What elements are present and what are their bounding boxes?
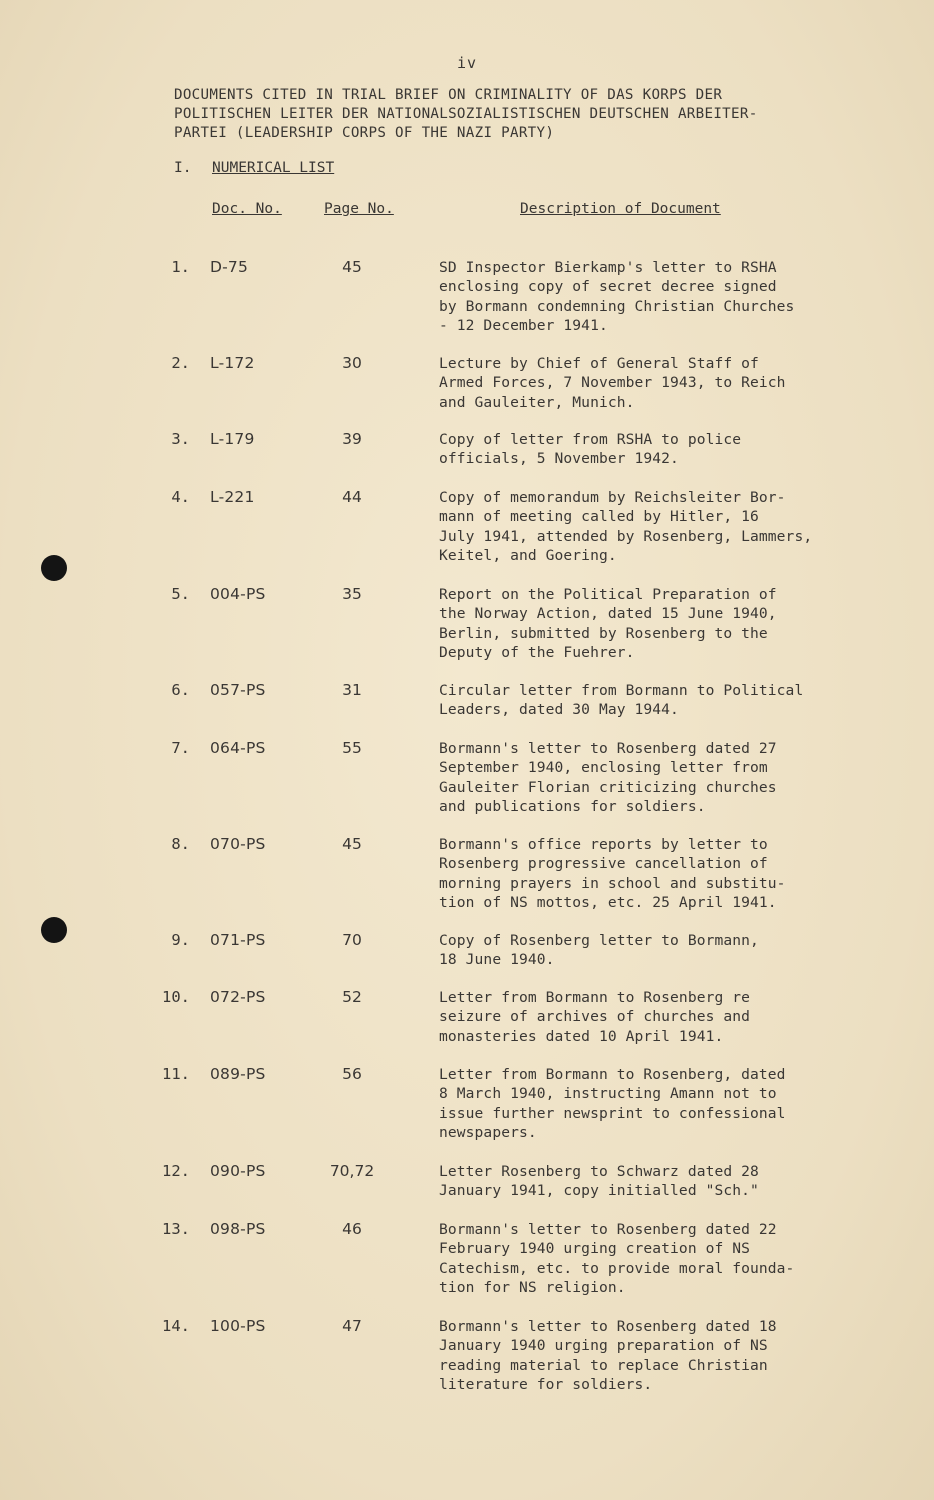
document-description: Bormann's letter to Rosenberg dated 22 February 1940 urging creation of NS Catechism, etc. to provide moral founda- tion for NS religion. [439,1221,795,1297]
entry-index: 12. [162,1162,190,1180]
section-numeral: I. [174,160,192,176]
entry-index: 14. [162,1317,190,1335]
page-number-cell: 44 [342,488,362,506]
page-number-cell: 46 [342,1220,362,1238]
page-number-cell: 45 [342,835,362,853]
entry-index: 5. [171,585,190,603]
page-number: iv [456,54,478,72]
document-description: SD Inspector Bierkamp's letter to RSHA enclosing copy of secret decree signed by Bormann condemning Christian Churches - 12 December 1941. [439,259,795,335]
doc-number: 089-PS [210,1065,266,1083]
document-description: Bormann's letter to Rosenberg dated 18 January 1940 urging preparation of NS reading material to replace Christian literature for soldiers. [439,1318,777,1394]
doc-number: 072-PS [210,988,266,1006]
doc-number: L-179 [210,430,255,448]
document-description: Letter from Bormann to Rosenberg, dated 8 March 1940, instructing Amann not to issue further newsprint to confessional newspapers. [439,1066,786,1142]
entry-index: 2. [171,354,190,372]
entry-index: 11. [162,1065,190,1083]
entry-index: 1. [171,258,190,276]
document-description: Letter Rosenberg to Schwarz dated 28 January 1941, copy initialled "Sch." [439,1163,759,1200]
doc-number: 100-PS [210,1317,266,1335]
page-number-cell: 56 [342,1065,362,1083]
heading-line: POLITISCHEN LEITER DER NATIONALSOZIALISTISCHEN DEUTSCHEN ARBEITER- [174,106,758,122]
entry-index: 10. [162,988,190,1006]
doc-number: 071-PS [210,931,266,949]
document-description: Copy of memorandum by Reichsleiter Bor- mann of meeting called by Hitler, 16 July 1941, attended by Rosenberg, Lammers, Keitel, and Goering. [439,489,813,565]
doc-number: D-75 [210,258,249,276]
doc-number: 064-PS [210,739,266,757]
entry-index: 8. [171,835,190,853]
punch-hole-upper [41,555,67,581]
entry-index: 3. [171,430,190,448]
punch-hole-lower [41,917,67,943]
page-number-cell: 52 [342,988,362,1006]
doc-number: 098-PS [210,1220,266,1238]
entry-index: 7. [171,739,190,757]
section-title [174,160,334,176]
column-header-description: Description of Document [520,201,721,217]
document-description: Lecture by Chief of General Staff of Armed Forces, 7 November 1943, to Reich and Gauleiter, Munich. [439,355,786,411]
entry-index: 13. [162,1220,190,1238]
doc-number: 090-PS [210,1162,266,1180]
document-description: Circular letter from Bormann to Political Leaders, dated 30 May 1944. [439,682,804,719]
document-heading [174,86,834,143]
heading-line: DOCUMENTS CITED IN TRIAL BRIEF ON CRIMINALITY OF DAS KORPS DER [174,87,723,103]
document-description: Bormann's letter to Rosenberg dated 27 September 1940, enclosing letter from Gauleiter Florian criticizing churches and publications for soldiers. [439,740,777,816]
section-label: NUMERICAL LIST [212,160,335,176]
page-number-cell: 35 [342,585,362,603]
page-number-cell: 31 [342,681,362,699]
document-description: Report on the Political Preparation of the Norway Action, dated 15 June 1940, Berlin, submitted by Rosenberg to the Deputy of the Fuehrer. [439,586,777,662]
entry-index: 9. [171,931,190,949]
entry-index: 6. [171,681,190,699]
column-header-page-no: Page No. [324,201,394,217]
page-number-cell: 70 [342,931,362,949]
heading-line: PARTEI (LEADERSHIP CORPS OF THE NAZI PARTY) [174,125,555,141]
doc-number: 057-PS [210,681,266,699]
page-number-cell: 30 [342,354,362,372]
document-description: Copy of letter from RSHA to police officials, 5 November 1942. [439,431,742,468]
page-number-cell: 45 [342,258,362,276]
page-number-cell: 70,72 [329,1162,375,1180]
document-description: Copy of Rosenberg letter to Bormann, 18 June 1940. [439,932,759,969]
column-header-doc-no: Doc. No. [212,201,282,217]
doc-number: 004-PS [210,585,266,603]
entry-index: 4. [171,488,190,506]
page-number-cell: 47 [342,1317,362,1335]
doc-number: L-221 [210,488,255,506]
doc-number: 070-PS [210,835,266,853]
document-description: Bormann's office reports by letter to Rosenberg progressive cancellation of morning prayers in school and substitu- tion of NS mottos, etc. 25 April 1941. [439,836,786,912]
page-number-cell: 55 [342,739,362,757]
doc-number: L-172 [210,354,255,372]
page-number-cell: 39 [342,430,362,448]
document-description: Letter from Bormann to Rosenberg re seizure of archives of churches and monasteries dated 10 April 1941. [439,989,751,1045]
